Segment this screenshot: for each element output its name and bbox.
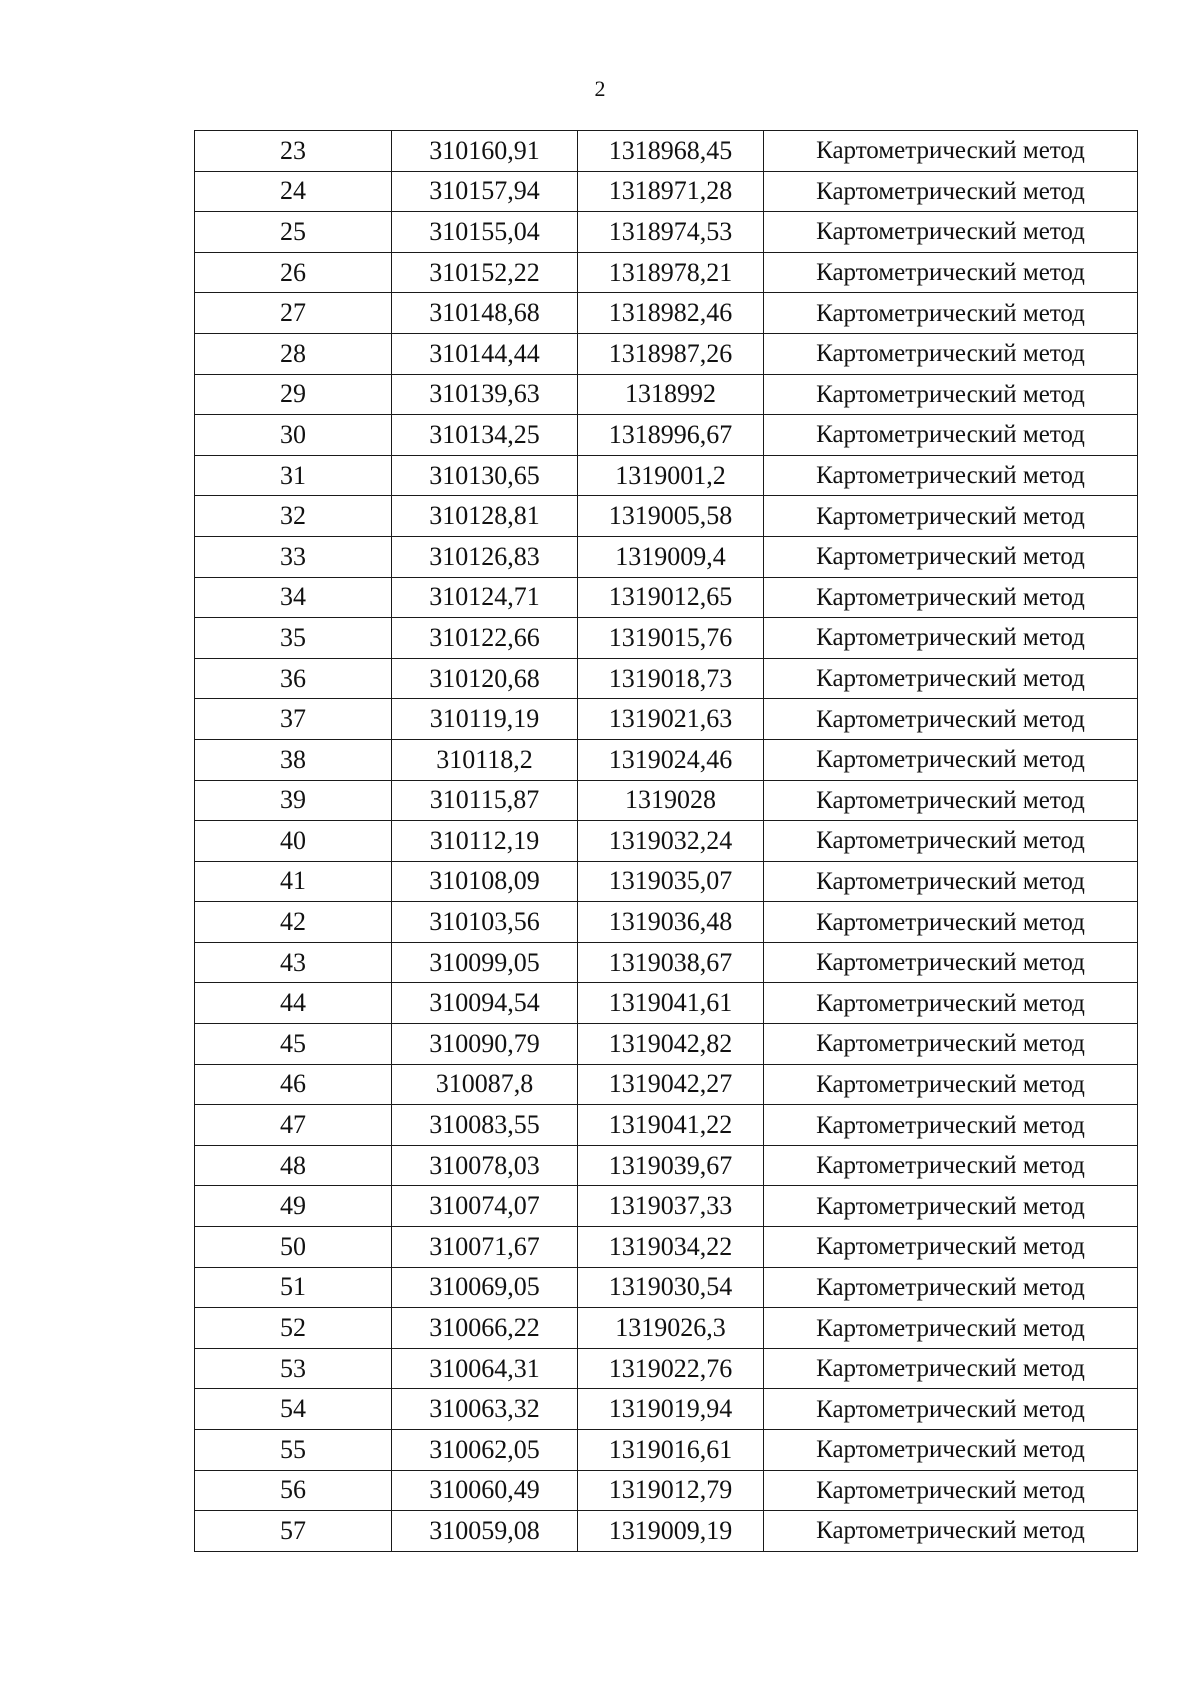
point-number-cell: 37 (195, 699, 392, 740)
y-coordinate-cell: 1319041,22 (578, 1105, 764, 1146)
x-coordinate-cell: 310148,68 (392, 293, 578, 334)
table-row (195, 618, 1138, 659)
x-coordinate-cell: 310139,63 (392, 374, 578, 415)
x-coordinate-cell: 310134,25 (392, 415, 578, 456)
point-number-cell: 41 (195, 861, 392, 902)
x-coordinate-cell: 310090,79 (392, 1024, 578, 1065)
x-coordinate-cell: 310103,56 (392, 902, 578, 943)
method-cell: Картометрический метод (764, 1308, 1138, 1349)
y-coordinate-cell: 1319028 (578, 780, 764, 821)
method-cell: Картометрический метод (764, 1348, 1138, 1389)
method-cell: Картометрический метод (764, 983, 1138, 1024)
x-coordinate-cell: 310064,31 (392, 1348, 578, 1389)
point-number-cell: 23 (195, 131, 392, 172)
table-row (195, 861, 1138, 902)
y-coordinate-cell: 1319015,76 (578, 618, 764, 659)
point-number-cell: 35 (195, 618, 392, 659)
method-cell: Картометрический метод (764, 1024, 1138, 1065)
method-cell: Картометрический метод (764, 902, 1138, 943)
table-row (195, 983, 1138, 1024)
method-cell: Картометрический метод (764, 1186, 1138, 1227)
table-row (195, 252, 1138, 293)
y-coordinate-cell: 1319005,58 (578, 496, 764, 537)
table-row (195, 780, 1138, 821)
y-coordinate-cell: 1318996,67 (578, 415, 764, 456)
table-row (195, 699, 1138, 740)
point-number-cell: 38 (195, 739, 392, 780)
table-row (195, 577, 1138, 618)
y-coordinate-cell: 1319037,33 (578, 1186, 764, 1227)
method-cell: Картометрический метод (764, 1227, 1138, 1268)
table-row (195, 455, 1138, 496)
table-row (195, 1145, 1138, 1186)
x-coordinate-cell: 310074,07 (392, 1186, 578, 1227)
point-number-cell: 45 (195, 1024, 392, 1065)
table-row (195, 131, 1138, 172)
y-coordinate-cell: 1318978,21 (578, 252, 764, 293)
table-row (195, 171, 1138, 212)
method-cell: Картометрический метод (764, 293, 1138, 334)
point-number-cell: 50 (195, 1227, 392, 1268)
x-coordinate-cell: 310115,87 (392, 780, 578, 821)
x-coordinate-cell: 310108,09 (392, 861, 578, 902)
method-cell: Картометрический метод (764, 821, 1138, 862)
y-coordinate-cell: 1319032,24 (578, 821, 764, 862)
point-number-cell: 27 (195, 293, 392, 334)
table-row (195, 1186, 1138, 1227)
x-coordinate-cell: 310069,05 (392, 1267, 578, 1308)
y-coordinate-cell: 1319036,48 (578, 902, 764, 943)
x-coordinate-cell: 310118,2 (392, 739, 578, 780)
table-row (195, 415, 1138, 456)
y-coordinate-cell: 1318982,46 (578, 293, 764, 334)
table-row (195, 1227, 1138, 1268)
coordinates-table (194, 130, 1138, 1552)
y-coordinate-cell: 1319018,73 (578, 658, 764, 699)
y-coordinate-cell: 1319039,67 (578, 1145, 764, 1186)
method-cell: Картометрический метод (764, 699, 1138, 740)
point-number-cell: 56 (195, 1470, 392, 1511)
y-coordinate-cell: 1319001,2 (578, 455, 764, 496)
point-number-cell: 46 (195, 1064, 392, 1105)
x-coordinate-cell: 310144,44 (392, 333, 578, 374)
x-coordinate-cell: 310063,32 (392, 1389, 578, 1430)
point-number-cell: 33 (195, 536, 392, 577)
table-row (195, 1308, 1138, 1349)
point-number-cell: 31 (195, 455, 392, 496)
table-row (195, 739, 1138, 780)
y-coordinate-cell: 1319041,61 (578, 983, 764, 1024)
table-row (195, 374, 1138, 415)
x-coordinate-cell: 310087,8 (392, 1064, 578, 1105)
table-row (195, 212, 1138, 253)
y-coordinate-cell: 1318971,28 (578, 171, 764, 212)
method-cell: Картометрический метод (764, 1105, 1138, 1146)
x-coordinate-cell: 310122,66 (392, 618, 578, 659)
table-row (195, 1511, 1138, 1552)
method-cell: Картометрический метод (764, 374, 1138, 415)
x-coordinate-cell: 310066,22 (392, 1308, 578, 1349)
y-coordinate-cell: 1319022,76 (578, 1348, 764, 1389)
method-cell: Картометрический метод (764, 618, 1138, 659)
y-coordinate-cell: 1319030,54 (578, 1267, 764, 1308)
point-number-cell: 44 (195, 983, 392, 1024)
method-cell: Картометрический метод (764, 1430, 1138, 1471)
point-number-cell: 32 (195, 496, 392, 537)
point-number-cell: 49 (195, 1186, 392, 1227)
table-row (195, 333, 1138, 374)
method-cell: Картометрический метод (764, 739, 1138, 780)
y-coordinate-cell: 1319019,94 (578, 1389, 764, 1430)
table-row (195, 1024, 1138, 1065)
method-cell: Картометрический метод (764, 780, 1138, 821)
method-cell: Картометрический метод (764, 171, 1138, 212)
y-coordinate-cell: 1319026,3 (578, 1308, 764, 1349)
x-coordinate-cell: 310124,71 (392, 577, 578, 618)
point-number-cell: 28 (195, 333, 392, 374)
table-row (195, 1348, 1138, 1389)
method-cell: Картометрический метод (764, 1064, 1138, 1105)
table-row (195, 658, 1138, 699)
y-coordinate-cell: 1319012,79 (578, 1470, 764, 1511)
y-coordinate-cell: 1319021,63 (578, 699, 764, 740)
point-number-cell: 26 (195, 252, 392, 293)
x-coordinate-cell: 310120,68 (392, 658, 578, 699)
y-coordinate-cell: 1319016,61 (578, 1430, 764, 1471)
method-cell: Картометрический метод (764, 415, 1138, 456)
point-number-cell: 54 (195, 1389, 392, 1430)
method-cell: Картометрический метод (764, 1389, 1138, 1430)
y-coordinate-cell: 1319038,67 (578, 942, 764, 983)
x-coordinate-cell: 310126,83 (392, 536, 578, 577)
point-number-cell: 55 (195, 1430, 392, 1471)
x-coordinate-cell: 310157,94 (392, 171, 578, 212)
y-coordinate-cell: 1319012,65 (578, 577, 764, 618)
table-row (195, 1105, 1138, 1146)
point-number-cell: 36 (195, 658, 392, 699)
y-coordinate-cell: 1318974,53 (578, 212, 764, 253)
method-cell: Картометрический метод (764, 1511, 1138, 1552)
point-number-cell: 25 (195, 212, 392, 253)
y-coordinate-cell: 1319009,4 (578, 536, 764, 577)
point-number-cell: 40 (195, 821, 392, 862)
table-row (195, 1064, 1138, 1105)
table-row (195, 902, 1138, 943)
y-coordinate-cell: 1319042,27 (578, 1064, 764, 1105)
method-cell: Картометрический метод (764, 131, 1138, 172)
table-row (195, 1389, 1138, 1430)
table-row (195, 496, 1138, 537)
x-coordinate-cell: 310059,08 (392, 1511, 578, 1552)
point-number-cell: 47 (195, 1105, 392, 1146)
x-coordinate-cell: 310099,05 (392, 942, 578, 983)
method-cell: Картометрический метод (764, 658, 1138, 699)
method-cell: Картометрический метод (764, 577, 1138, 618)
method-cell: Картометрический метод (764, 1145, 1138, 1186)
table-row (195, 1267, 1138, 1308)
y-coordinate-cell: 1318968,45 (578, 131, 764, 172)
method-cell: Картометрический метод (764, 496, 1138, 537)
x-coordinate-cell: 310078,03 (392, 1145, 578, 1186)
y-coordinate-cell: 1319035,07 (578, 861, 764, 902)
method-cell: Картометрический метод (764, 212, 1138, 253)
x-coordinate-cell: 310152,22 (392, 252, 578, 293)
method-cell: Картометрический метод (764, 1470, 1138, 1511)
coordinates-table-body (195, 131, 1138, 1552)
x-coordinate-cell: 310130,65 (392, 455, 578, 496)
x-coordinate-cell: 310083,55 (392, 1105, 578, 1146)
table-row (195, 293, 1138, 334)
table-row (195, 942, 1138, 983)
x-coordinate-cell: 310094,54 (392, 983, 578, 1024)
method-cell: Картометрический метод (764, 333, 1138, 374)
point-number-cell: 43 (195, 942, 392, 983)
x-coordinate-cell: 310119,19 (392, 699, 578, 740)
point-number-cell: 30 (195, 415, 392, 456)
x-coordinate-cell: 310062,05 (392, 1430, 578, 1471)
x-coordinate-cell: 310071,67 (392, 1227, 578, 1268)
x-coordinate-cell: 310160,91 (392, 131, 578, 172)
y-coordinate-cell: 1319034,22 (578, 1227, 764, 1268)
point-number-cell: 48 (195, 1145, 392, 1186)
point-number-cell: 29 (195, 374, 392, 415)
y-coordinate-cell: 1318992 (578, 374, 764, 415)
x-coordinate-cell: 310060,49 (392, 1470, 578, 1511)
method-cell: Картометрический метод (764, 536, 1138, 577)
table-row (195, 536, 1138, 577)
point-number-cell: 52 (195, 1308, 392, 1349)
x-coordinate-cell: 310112,19 (392, 821, 578, 862)
y-coordinate-cell: 1319009,19 (578, 1511, 764, 1552)
y-coordinate-cell: 1319042,82 (578, 1024, 764, 1065)
y-coordinate-cell: 1318987,26 (578, 333, 764, 374)
point-number-cell: 57 (195, 1511, 392, 1552)
point-number-cell: 42 (195, 902, 392, 943)
method-cell: Картометрический метод (764, 861, 1138, 902)
method-cell: Картометрический метод (764, 252, 1138, 293)
x-coordinate-cell: 310128,81 (392, 496, 578, 537)
table-row (195, 1430, 1138, 1471)
page-number: 2 (594, 76, 606, 101)
method-cell: Картометрический метод (764, 1267, 1138, 1308)
point-number-cell: 39 (195, 780, 392, 821)
point-number-cell: 24 (195, 171, 392, 212)
point-number-cell: 53 (195, 1348, 392, 1389)
y-coordinate-cell: 1319024,46 (578, 739, 764, 780)
table-row (195, 821, 1138, 862)
point-number-cell: 51 (195, 1267, 392, 1308)
point-number-cell: 34 (195, 577, 392, 618)
table-row (195, 1470, 1138, 1511)
x-coordinate-cell: 310155,04 (392, 212, 578, 253)
method-cell: Картометрический метод (764, 942, 1138, 983)
method-cell: Картометрический метод (764, 455, 1138, 496)
